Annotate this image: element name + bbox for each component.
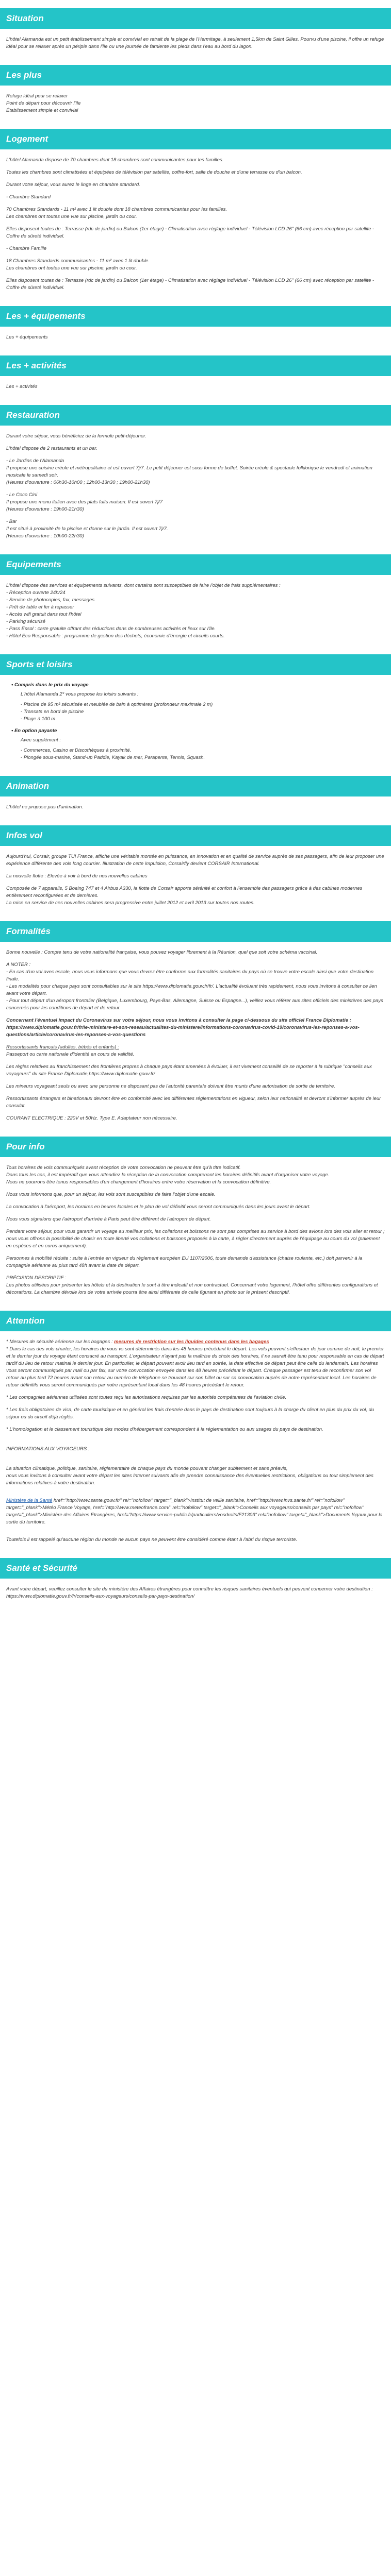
room-family-line: Les chambres ont toutes une vue sur piscine, jardin ou cour.	[6, 265, 137, 271]
sports-optional-heading: • En option payante	[11, 728, 385, 734]
formalites-paragraph: - En cas d'un vol avec escale, nous vous informons que vous devrez être conforme aux formalités sanitaires du pays où se trouve votre escale ainsi que votre destination finale.	[6, 969, 374, 982]
product-description	[0, 8, 391, 1600]
sports-optional-item: - Plongée sous-marine, Stand-up Paddle, Kayak de mer, Parapente, Tennis, Squash.	[21, 755, 205, 760]
section-plus-equipements	[0, 327, 391, 341]
equipement-item: - Parking sécurisé	[6, 619, 46, 624]
pour-info-paragraph: Pendant votre séjour, pour vous garantir un voyage au meilleur prix, les collations et boissons ne sont pas comprises au service à bord des avions lors des vols aller et retour ; nous vous offrons la possibilité de choisir en toute liberté vos collations et boissons proposés à la carte, à régler directement auprès de l'équipage au cours du vol (paiement en espèces et en euros uniquement).	[6, 1229, 385, 1249]
pour-info-paragraph: Nous vous informons que, pour un séjour, les vols sont susceptibles de faire l'objet d'une escale.	[6, 1192, 216, 1197]
attention-paragraph: * L'homologation et le classement touristique des modes d'hébergement correspondent à la réglementation ou aux usages du pays de destination.	[6, 1427, 323, 1432]
equipement-item: - Pass Essol : carte gratuite offrant des réductions dans de nombreuses activités et lieux sur l'île.	[6, 626, 216, 632]
section-header-animation: Animation	[0, 776, 391, 796]
formalites-covid-link[interactable]: https://www.diplomatie.gouv.fr/fr/le-ministere-et-son-reseau/actualites-du-ministere/informations-coronavirus-covid-19/coronavirus-les-reponses-a-vos-questions/article/coronavirus-les-reponses-a-vos-questions	[6, 1025, 360, 1038]
sports-included-heading: • Compris dans le prix du voyage	[11, 682, 385, 688]
section-plus	[0, 86, 391, 114]
section-header-pour-info: Pour info	[0, 1137, 391, 1157]
section-header-plus-activites: Les + activités	[0, 355, 391, 376]
room-standard-line: Les chambres ont toutes une vue sur piscine, jardin ou cour.	[6, 214, 137, 219]
equipement-item: - Accès wifi gratuit dans tout l'hôtel	[6, 612, 82, 617]
section-plus-activites	[0, 376, 391, 391]
sports-included-item: - Piscine de 95 m² sécurisée et meublée de bain à optimères (profondeur maximale 2 m)	[21, 702, 213, 707]
restaurant-hours: (Heures d'ouverture : 19h00-21h30)	[6, 506, 84, 512]
bar-text: Il est situé à proximité de la piscine et donne sur le jardin. Il est ouvert 7j/7.	[6, 526, 168, 532]
pour-info-paragraph: Personnes à mobilité réduite : suite à l'entrée en vigueur du règlement européen EU 1107/2006, toute demande d'assistance (chaise roulante, etc.) doit parvenir à la compagnie aérienne au plus tard 48h avant la date de départ.	[6, 1256, 363, 1268]
logement-intro: L'hôtel Alamanda dispose de 70 chambres dont 18 chambres sont communicantes pour les familles.	[6, 157, 224, 163]
infos-vol-paragraph: La mise en service de ces nouvelles cabines sera progressive entre juillet 2012 et avril 2013 sur toutes nos routes.	[6, 900, 255, 906]
restaurant-hours: (Heures d'ouverture : 06h30-10h00 ; 12h00-13h30 ; 19h00-21h30)	[6, 480, 150, 485]
equipement-item: - Prêt de table et fer à repasser	[6, 604, 74, 610]
plus-line: Établissement simple et convivial	[6, 108, 78, 113]
sante-paragraph: Avant votre départ, veuillez consulter le site du ministère des Affaires étrangères pour connaître les risques sanitaires éventuels qui peuvent concerner votre destination : https://www.diplomatie.gouv.fr/fr/conseils-aux-voyageurs/conseils-par-pays-destination/	[6, 1586, 373, 1599]
plus-line: Refuge idéal pour se relaxer	[6, 93, 68, 99]
section-situation	[0, 29, 391, 50]
animation-text: L'hôtel ne propose pas d'animation.	[6, 804, 84, 810]
attention-paragraph: * Les compagnies aériennes utilisées sont toutes reçu les autorisations requises par les autorités compétentes de l'aviation civile.	[6, 1395, 287, 1400]
logement-linen: Durant votre séjour, vous aurez le linge en chambre standard.	[6, 182, 140, 188]
room-family-equipment: Elles disposent toutes de : Terrasse (rdc de jardin) ou Balcon (1er étage) - Climatisation avec réglage individuel - Télévision LCD 26" (66 cm) avec réception par satellite - Coffre de sûreté individuel.	[6, 278, 374, 291]
restauration-intro: Durant votre séjour, vous bénéficiez de la formule petit-déjeuner.	[6, 433, 146, 439]
formalites-note-heading: A NOTER :	[6, 962, 31, 968]
attention-paragraph: La situation climatique, politique, sanitaire, réglementaire de chaque pays du monde pouvant changer subitement et sans préavis,	[6, 1466, 288, 1471]
section-header-sports: Sports et loisirs	[0, 654, 391, 675]
pour-info-paragraph: Dans tous les cas, il est impératif que vous attendiez la réception de la convocation comprenant les horaires définitifs avant d'organiser votre voyage.	[6, 1172, 330, 1178]
attention-paragraph: * Les frais obligatoires de visa, de carte touristique et en général les frais d'entrée dans le pays de destination sont toujours à la charge du client en plus du prix du vol, du séjour ou du circuit déjà réglés.	[6, 1407, 374, 1420]
section-equipements	[0, 575, 391, 640]
attention-paragraph: nous vous invitons à consulter avant votre départ les sites Internet suivants afin de prendre connaissance des éventuelles restrictions, obligations ou tout simplement des informations relatives à votre destination.	[6, 1473, 373, 1486]
section-header-situation: Situation	[0, 8, 391, 29]
section-header-formalites: Formalités	[0, 921, 391, 942]
situation-text: L'hôtel Alamanda est un petit établissement simple et convivial en retrait de la plage de l'Hermitage, à seulement 1,5km de Saint Gilles. Pourvu d'une piscine, il offre un refuge idéal pour se relaxer après un périple dans l'île ou une journée de farniente les pieds dans l'eau au bord du lagon.	[6, 37, 384, 49]
section-restauration	[0, 426, 391, 540]
ministere-sante-link[interactable]: Ministère de la Santé	[6, 1498, 53, 1503]
equipement-item: - Hôtel Eco Responsable : programme de gestion des déchets, économie d'énergie et circuits courts.	[6, 633, 225, 639]
formalites-covid-heading: Concernant l'éventuel impact du Coronavirus sur votre séjour, nous vous invitons à consulter la page ci-dessous du site officiel France Diplomatie :	[6, 1018, 351, 1023]
section-header-infos-vol: Infos vol	[0, 825, 391, 846]
section-header-sante: Santé et Sécurité	[0, 1558, 391, 1579]
attention-info-heading: INFORMATIONS AUX VOYAGEURS :	[6, 1446, 90, 1452]
equipement-item: - Réception ouverte 24h/24	[6, 590, 66, 596]
sports-included-item: - Transats en bord de piscine	[21, 709, 84, 715]
formalites-paragraph: Ressortissants étrangers et binationaux devront être en conformité avec les différentes réglementations en vigueur, selon leur nationalité et devront s'informer auprès de leur consulat.	[6, 1096, 381, 1109]
pour-info-paragraph: Nous ne pourrons être tenus responsables d'un changement d'horaires entre votre réservation et la convocation définitive.	[6, 1179, 271, 1185]
restaurant-title: - Le Coco Cini	[6, 492, 38, 498]
section-attention	[0, 1331, 391, 1544]
section-header-plus: Les plus	[0, 65, 391, 86]
restaurant-text: Il propose une cuisine créole et métropolitaine et est ouvert 7j/7. Le petit déjeuner est sous forme de buffet. Soirée créole & spectacle folklorique le vendredi et animation musicale le samedi soir.	[6, 465, 372, 478]
equipements-intro: L'hôtel dispose des services et équipements suivants, dont certains sont susceptibles de faire l'objet de frais supplémentaires :	[6, 583, 281, 588]
formalites-paragraph: Les mineurs voyageant seuls ou avec une personne ne disposant pas de l'autorité parentale doivent être munis d'une autorisation de sortie de territoire.	[6, 1083, 335, 1089]
room-family-title: - Chambre Famille	[6, 246, 47, 251]
pour-info-paragraph: Les photos utilisées pour présenter les hôtels et la destination le sont à titre indicatif et non contractuel. Concernant votre logement, l'hôtel offre différentes configurations et décorations. La chambre dévoile lors de votre arrivée pourra être ainsi différente de celle figurant en photo sur le présent descriptif.	[6, 1282, 378, 1295]
bar-hours: (Heures d'ouverture : 10h00-22h30)	[6, 533, 84, 539]
equipement-item: - Service de photocopies, fax, messages	[6, 597, 95, 603]
section-logement	[0, 149, 391, 292]
attention-liquids-link[interactable]: mesures de restriction sur les liquides contenus dans les bagages	[114, 1339, 269, 1345]
room-family-line: 18 Chambres Standards communicantes - 11 m² avec 1 lit double.	[6, 258, 150, 264]
formalites-electric: COURANT ELECTRIQUE : 220V et 50Hz. Type E. Adaptateur non nécessaire.	[6, 1115, 177, 1121]
restaurant-title: - Le Jardins de l'Alamanda	[6, 458, 64, 464]
attention-paragraph: Toutefois il est rappelé qu'aucune région du monde ne aucun pays ne peuvent être considéré comme étant à l'abri du risque terroriste.	[6, 1537, 298, 1543]
pour-info-heading: PRÉCISION DESCRIPTIF :	[6, 1275, 67, 1281]
logement-equipment: Toutes les chambres sont climatisées et équipées de télévision par satellite, coffre-fort, salle de douche et d'une terrasse ou d'un balcon.	[6, 170, 302, 175]
section-header-logement: Logement	[0, 129, 391, 149]
sports-included-item: - Plage à 100 m	[21, 716, 56, 722]
sports-optional-item: - Commerces, Casino et Discothèques à proximité.	[21, 748, 132, 753]
infos-vol-paragraph: La nouvelle flotte : Elevée à voir à bord de nos nouvelles cabines	[6, 873, 148, 879]
section-sports	[0, 675, 391, 761]
plus-equipements-text: Les + équipements	[6, 334, 48, 340]
room-standard-title: - Chambre Standard	[6, 194, 51, 200]
section-animation	[0, 796, 391, 811]
attention-paragraph: * Dans le cas des vols charter, les horaires de vous vs sont déterminés dans les 48 heures précédant le départ. Les vols peuvent s'effectuer de jour comme de nuit, le premier et le dernier jour du voyage étant consacré au transport. L'organisateur n'ayant pas la maîtrise du choix des horaires, il ne saurait être tenu pour responsable en cas de départ tardif du lieu de retour matinal le dernier jour. En particulier, le départ pouvant avoir lieu tard en soirée, la date effective de départ peut être celle du lendemain. Les horaires vous seront communiqués par mail ou par fax, sur votre convocation envoyée dans les 48 heures précédant le départ. Chaque passager est tenu de reconfirmer son vol retour au plus tard 72 heures avant son retour au numéro de téléphone se trouvant sur son billet ou sur sa convocation auprès de notre représentant local. Les horaires de retour définitifs vous seront communiqués par notre représentant local dans les 48 heures précédant le retour.	[6, 1346, 384, 1388]
section-header-restauration: Restauration	[0, 405, 391, 426]
infos-vol-paragraph: Aujourd'hui, Corsair, groupe TUI France, affiche une véritable montée en puissance, en innovation et en qualité de service auprès de ses passagers, afin de leur proposer une expérience différente des vols long courrier. Illustration de cette impulsion, Corsairfly devient CORSAIR International.	[6, 854, 384, 867]
attention-links-text: href="http://www.sante.gouv.fr/" rel="nofollow" target="_blank">Institut de veille sanitaire, href="http://www.invs.sante.fr/" rel="nofollow" target="_blank">Météo France Voyage, href="http://www.meteofrance.com/" rel="nofollow" target="_blank">Conseils aux voyageurs/conseils par pays" rel="nofollow" target="_blank">Ministère des Affaires Etrangères, href="https://www.service-public.fr/particuliers/vosdroits/F21303" rel="nofollow" target="_blank">Documents légaux pour la sortie du territoire.	[6, 1498, 383, 1525]
section-formalites	[0, 942, 391, 1122]
section-pour-info	[0, 1157, 391, 1296]
attention-paragraph	[6, 1338, 385, 1346]
formalites-paragraph: Passeport ou carte nationale d'identité en cours de validité.	[6, 1052, 135, 1057]
section-header-attention: Attention	[0, 1311, 391, 1331]
section-header-equipements: Equipements	[0, 554, 391, 575]
bar-title: - Bar	[6, 519, 17, 524]
pour-info-paragraph: Tous horaires de vols communiqués avant réception de votre convocation ne peuvent être qu'à titre indicatif.	[6, 1165, 241, 1171]
formalites-paragraph: Les règles relatives au franchissement des frontières propres à chaque pays étant amenées à évoluer, il est vivement conseillé de se reporter à la rubrique "conseils aux voyageurs" du site France Diplomatie,https://www.diplomatie.gouv.fr/	[6, 1064, 372, 1077]
plus-line: Point de départ pour découvrir l'île	[6, 100, 81, 106]
attention-security-label: * Mesures de sécurité aérienne sur les bagages :	[6, 1339, 113, 1345]
room-standard-line: 70 Chambres Standards - 11 m² avec 1 lit double dont 18 chambres communicantes pour les familles.	[6, 207, 227, 212]
restauration-dispose: L'hôtel dispose de 2 restaurants et un bar.	[6, 446, 97, 451]
plus-activites-text: Les + activités	[6, 384, 38, 389]
attention-links	[6, 1497, 385, 1526]
infos-vol-paragraph: Composée de 7 appareils, 5 Boeing 747 et 4 Airbus A330, la flotte de Corsair apporte sérénité et confort à l'ensemble des passagers grâce à des cabines modernes entièrement reconfigurées et de dernières.	[6, 886, 363, 899]
restaurant-text: Il propose une menu italien avec des plats faits maison. Il est ouvert 7j/7	[6, 499, 163, 505]
section-sante	[0, 1579, 391, 1600]
section-header-plus-equipements: Les + équipements	[0, 306, 391, 327]
section-infos-vol	[0, 846, 391, 907]
formalites-paragraph: Bonne nouvelle : Compte tenu de votre nationalité française, vous pouvez voyager librement à la Réunion, quel que soit votre schéma vaccinal.	[6, 950, 318, 955]
formalites-paragraph: - Pour tout départ d'un aéroport frontalier (Belgique, Luxembourg, Pays-Bas, Allemagne, Suisse ou Espagne...), veillez vous référer aux sites officiels des ministères des pays concernés pour les conditions de départ et de retour.	[6, 998, 383, 1011]
pour-info-paragraph: La convocation à l'aéroport, les horaires en heures locales et le plan de vol définitif vous seront communiqués dans les jours avant le départ.	[6, 1204, 311, 1210]
pour-info-paragraph: Nous vous signalons que l'aéroport d'arrivée à Paris peut être différent de l'aéroport de départ.	[6, 1216, 211, 1222]
sports-included-intro: L'hôtel Alamanda 2* vous propose les loisirs suivants :	[21, 691, 139, 697]
room-standard-equipment: Elles disposent toutes de : Terrasse (rdc de jardin) ou Balcon (1er étage) - Climatisation avec réglage individuel - Télévision LCD 26" (66 cm) avec réception par satellite - Coffre de sûreté individuel.	[6, 226, 374, 239]
formalites-french-heading: Ressortissants français (adultes, bébés et enfants) :	[6, 1044, 119, 1050]
formalites-paragraph: - Les modalités pour chaque pays sont consultables sur le site https://www.diplomatie.gouv.fr/fr/. L'actualité évoluant très rapidement, nous vous invitons à consulter ce lien avant votre départ.	[6, 984, 377, 996]
sports-optional-intro: Avec supplément :	[21, 737, 61, 743]
